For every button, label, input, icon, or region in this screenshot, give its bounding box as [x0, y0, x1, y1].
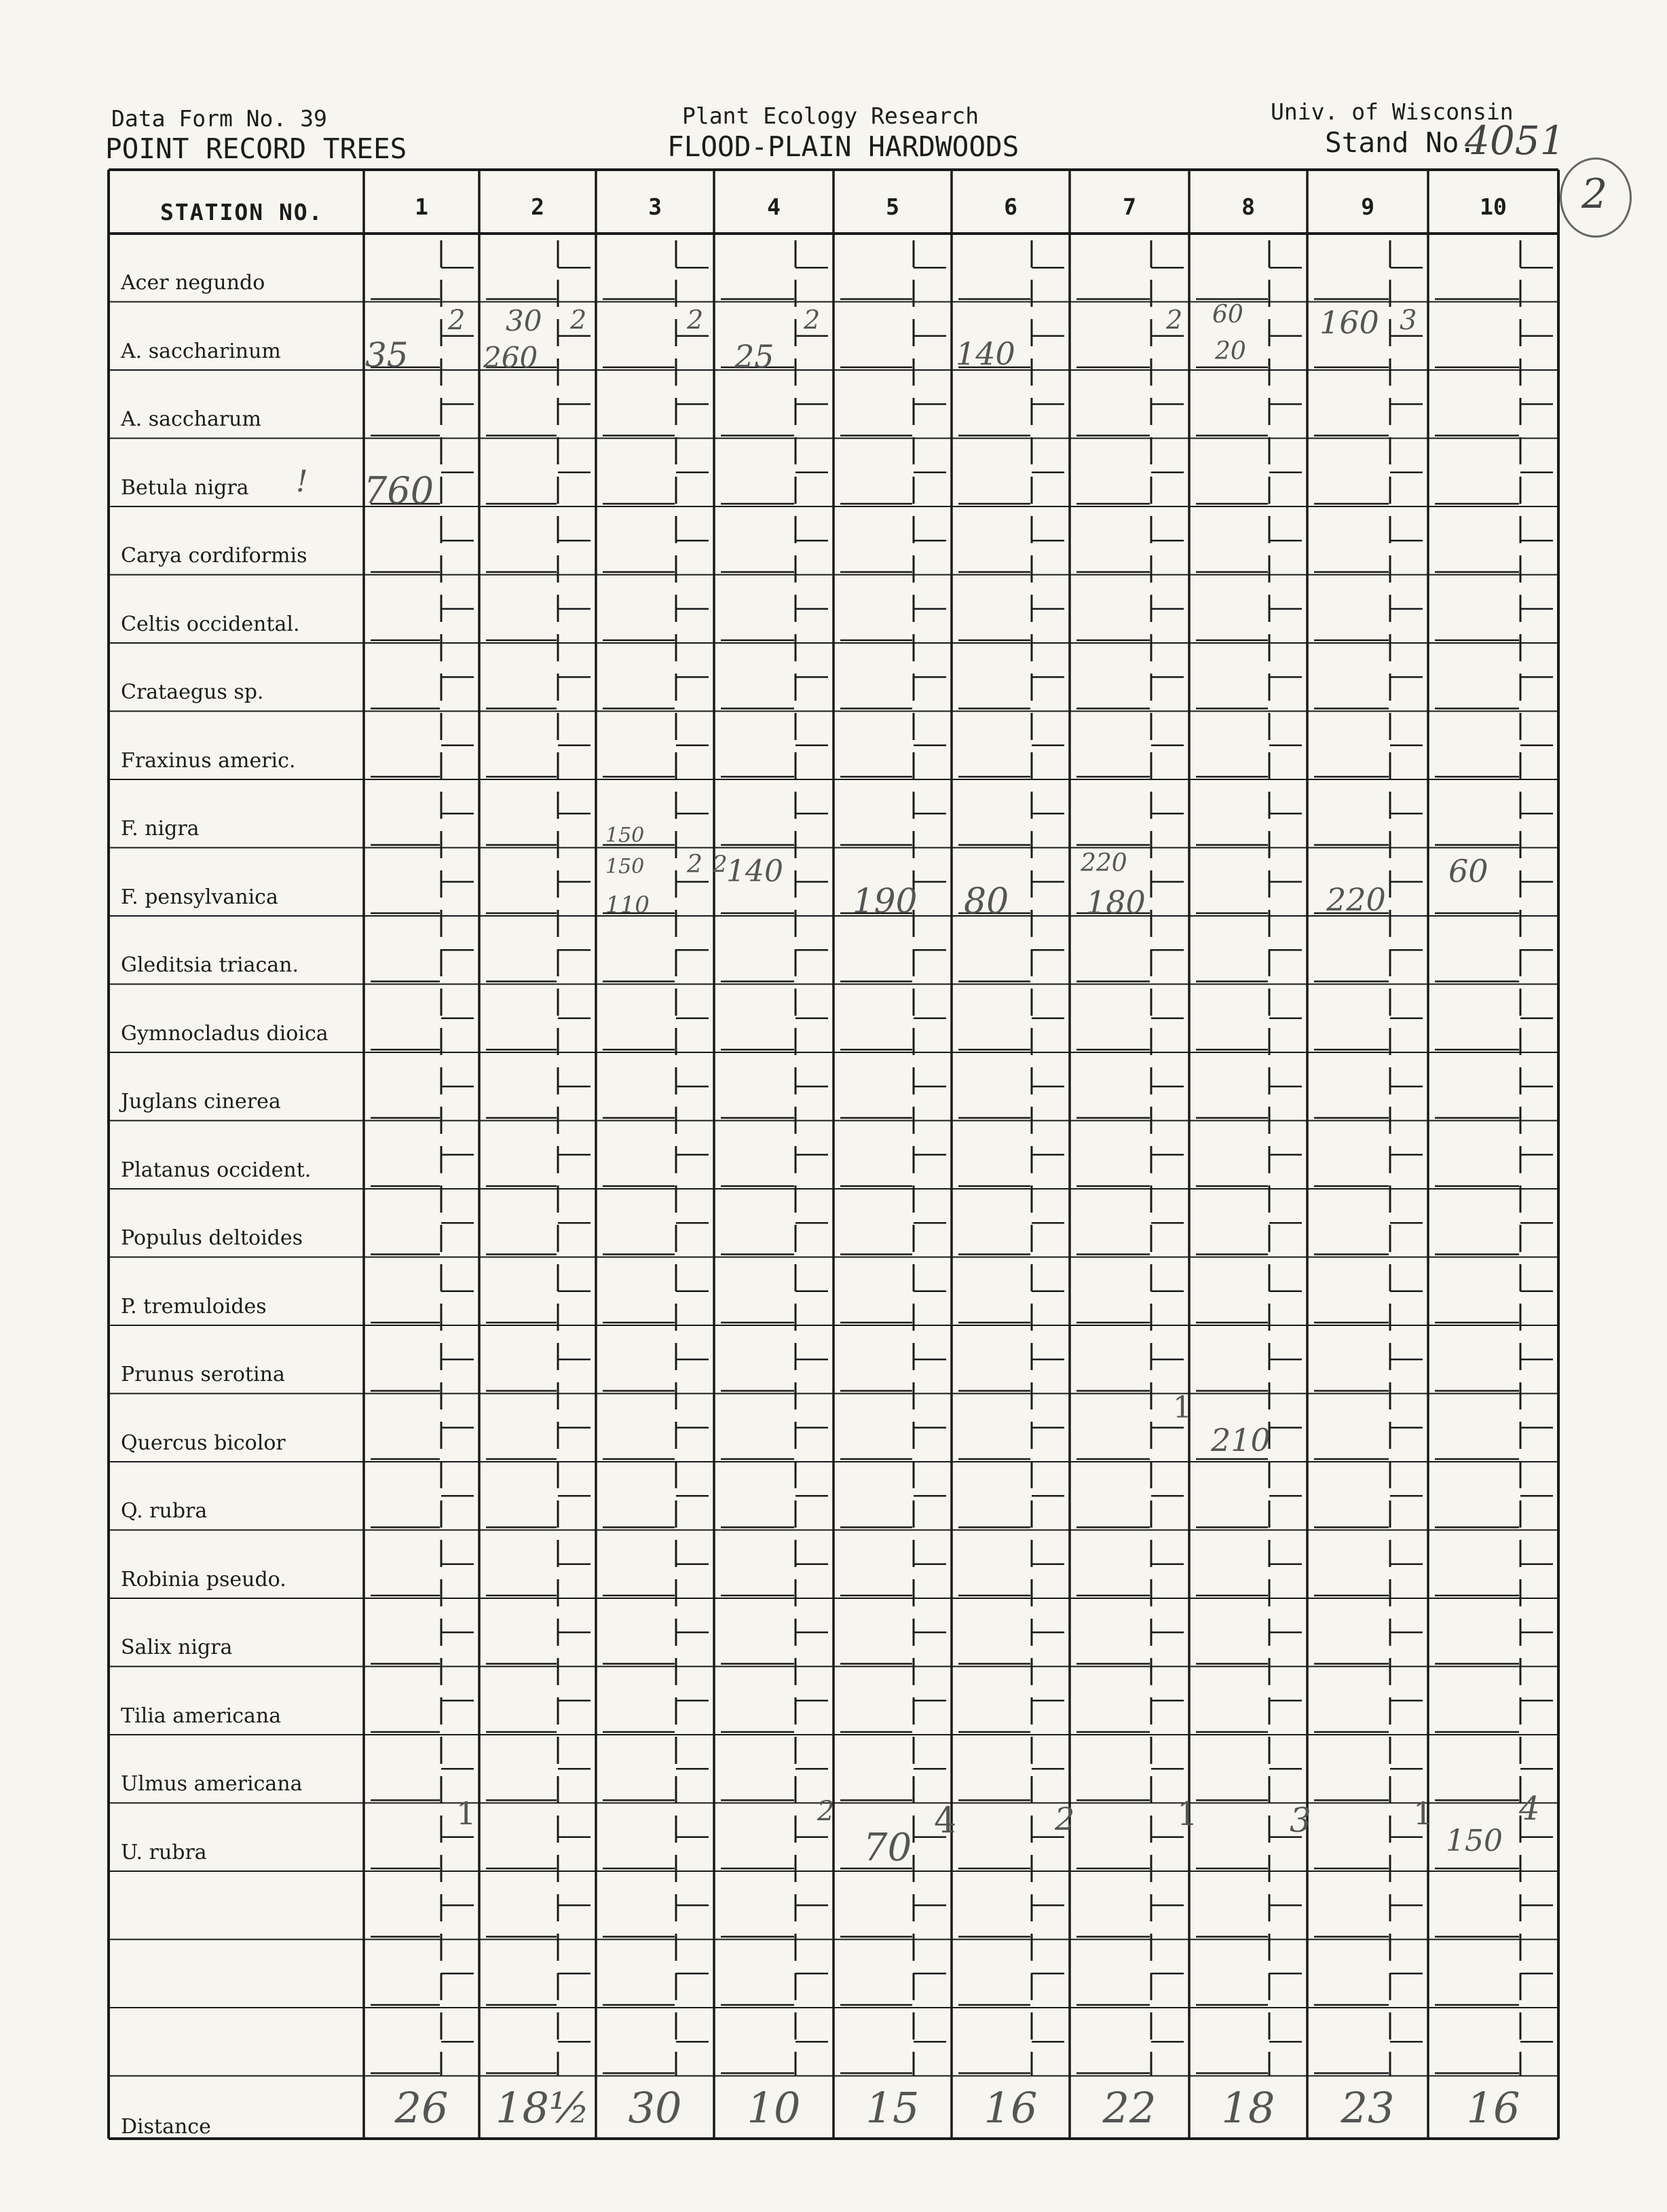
page-mark: 2: [1581, 170, 1608, 218]
species-label: U. rubra: [121, 1840, 207, 1864]
entry-betula-nigra-s1: 760: [364, 469, 434, 512]
distance-value-station-8: 18: [1221, 2083, 1275, 2133]
station-number-9: 9: [1361, 193, 1374, 220]
entry-u-rubra-s1-quarter: 1: [456, 1795, 476, 1832]
entry-quercus-bicolor-s8-quarter: 1: [1173, 1390, 1192, 1425]
species-label: Salix nigra: [121, 1636, 233, 1659]
species-label: Quercus bicolor: [121, 1431, 286, 1455]
entry-a-saccharinum-s8: 20: [1215, 337, 1246, 365]
species-label: F. pensylvanica: [121, 885, 278, 909]
species-label: Celtis occidental.: [121, 612, 300, 636]
species-label: Ulmus americana: [121, 1772, 303, 1796]
distance-value-station-2: 18½: [495, 2083, 590, 2133]
station-number-5: 5: [886, 193, 899, 220]
entry-u-rubra-s10-quarter-2: 4: [1519, 1790, 1540, 1828]
species-label: Platanus occident.: [121, 1158, 312, 1182]
entry-a-saccharinum-s1: 35: [365, 335, 409, 375]
data-form-number: Data Form No. 39: [111, 105, 327, 132]
entry-f-pensylvanica-s3-b: 150: [605, 855, 645, 879]
entry-a-saccharinum-s2-quarter: 2: [570, 305, 587, 335]
entry-a-saccharinum-s2-top: 30: [506, 304, 542, 337]
entry-u-rubra-s10: 150: [1446, 1824, 1503, 1858]
species-label: Prunus serotina: [121, 1363, 285, 1386]
station-number-8: 8: [1241, 193, 1255, 220]
entry-f-pensylvanica-s3-c: 110: [605, 891, 650, 919]
station-number-3: 3: [648, 193, 662, 220]
form-title-left: POINT RECORD TREES: [105, 132, 407, 165]
entry-f-pensylvanica-s5: 190: [853, 881, 918, 921]
entry-a-saccharinum-s1-quarter: 2: [448, 305, 466, 336]
distance-value-station-1: 26: [394, 2083, 449, 2133]
species-label: Q. rubra: [121, 1499, 208, 1523]
entry-u-rubra-s7-quarter: 2: [1055, 1801, 1075, 1837]
distance-label: Distance: [121, 2115, 211, 2139]
distance-value-station-7: 22: [1102, 2083, 1157, 2133]
distance-value-station-4: 10: [747, 2083, 801, 2133]
entry-u-rubra-s6-quarter: 4: [934, 1801, 957, 1841]
entry-u-rubra-s10-quarter: 1: [1413, 1795, 1434, 1832]
entry-f-pensylvanica-s9: 220: [1326, 881, 1386, 918]
station-number-4: 4: [767, 193, 781, 220]
entry-a-saccharinum-s2: 260: [483, 341, 538, 374]
station-number-7: 7: [1123, 193, 1136, 220]
entry-f-pensylvanica-s7: 180: [1086, 884, 1146, 921]
species-label: Juglans cinerea: [121, 1090, 281, 1113]
distance-value-station-10: 16: [1466, 2083, 1520, 2133]
entry-a-saccharinum-s4: 25: [734, 338, 774, 375]
entry-f-pensylvanica-s10: 60: [1448, 853, 1488, 889]
entry-a-saccharinum-s3-quarter: 2: [687, 305, 704, 335]
distance-value-station-9: 23: [1341, 2083, 1395, 2133]
species-label: Crataegus sp.: [121, 680, 264, 704]
station-number-2: 2: [531, 193, 544, 220]
organization: Plant Ecology Research: [682, 103, 979, 129]
distance-value-station-6: 16: [984, 2083, 1038, 2133]
entry-u-rubra-s8-quarter: 1: [1177, 1795, 1198, 1833]
distance-value-station-3: 30: [628, 2083, 682, 2133]
species-label: Gymnocladus dioica: [121, 1021, 329, 1046]
entry-f-pensylvanica-s4: 140: [726, 854, 783, 889]
entry-u-rubra-s5: 70: [863, 1826, 912, 1870]
station-label: STATION NO.: [160, 199, 324, 225]
entry-a-saccharinum-s4-quarter: 2: [804, 305, 821, 335]
entry-betula-nigra-mark: !: [296, 464, 308, 499]
station-number-6: 6: [1004, 193, 1017, 220]
species-label: Gleditsia triacan.: [121, 953, 299, 977]
station-number-1: 1: [415, 193, 428, 220]
species-label: Acer negundo: [121, 271, 265, 295]
species-label: F. nigra: [121, 817, 200, 841]
stand-number: 4051: [1465, 117, 1565, 164]
species-label: Robinia pseudo.: [121, 1567, 286, 1591]
entry-f-pensylvanica-s3-a: 150: [605, 824, 645, 847]
form-title-center: FLOOD-PLAIN HARDWOODS: [667, 130, 1019, 163]
species-label: Fraxinus americ.: [121, 748, 296, 773]
entry-u-rubra-s5-quarter: 2: [817, 1796, 835, 1827]
species-label: P. tremuloides: [121, 1294, 267, 1319]
entry-quercus-bicolor-s8: 210: [1211, 1422, 1271, 1458]
entry-a-saccharinum-s9-quarter: 3: [1400, 305, 1417, 336]
species-label: A. saccharinum: [121, 339, 281, 363]
species-label: Tilia americana: [121, 1703, 282, 1728]
station-number-10: 10: [1480, 193, 1507, 220]
entry-f-pensylvanica-s7-top: 220: [1081, 849, 1127, 877]
university: Univ. of Wisconsin: [1271, 98, 1514, 125]
entry-a-saccharinum-s6: 140: [956, 335, 1015, 372]
species-label: Populus deltoides: [121, 1226, 303, 1250]
entry-u-rubra-s9-quarter: 3: [1290, 1801, 1311, 1840]
entry-f-pensylvanica-s3-quarter: 2: [687, 851, 703, 879]
stand-label: Stand No.: [1325, 126, 1476, 159]
species-label: Betula nigra: [121, 475, 249, 500]
entry-f-pensylvanica-s6: 80: [964, 881, 1009, 922]
species-label: Carya cordiformis: [121, 544, 307, 568]
entry-a-saccharinum-s8-quarter: 2: [1166, 305, 1183, 335]
entry-a-saccharinum-s8-top: 60: [1212, 301, 1243, 329]
distance-value-station-5: 15: [865, 2083, 920, 2133]
entry-a-saccharinum-s9: 160: [1319, 304, 1379, 341]
species-label: A. saccharum: [121, 407, 261, 431]
entry-f-pensylvanica-s4-quarter: 2: [713, 851, 728, 878]
